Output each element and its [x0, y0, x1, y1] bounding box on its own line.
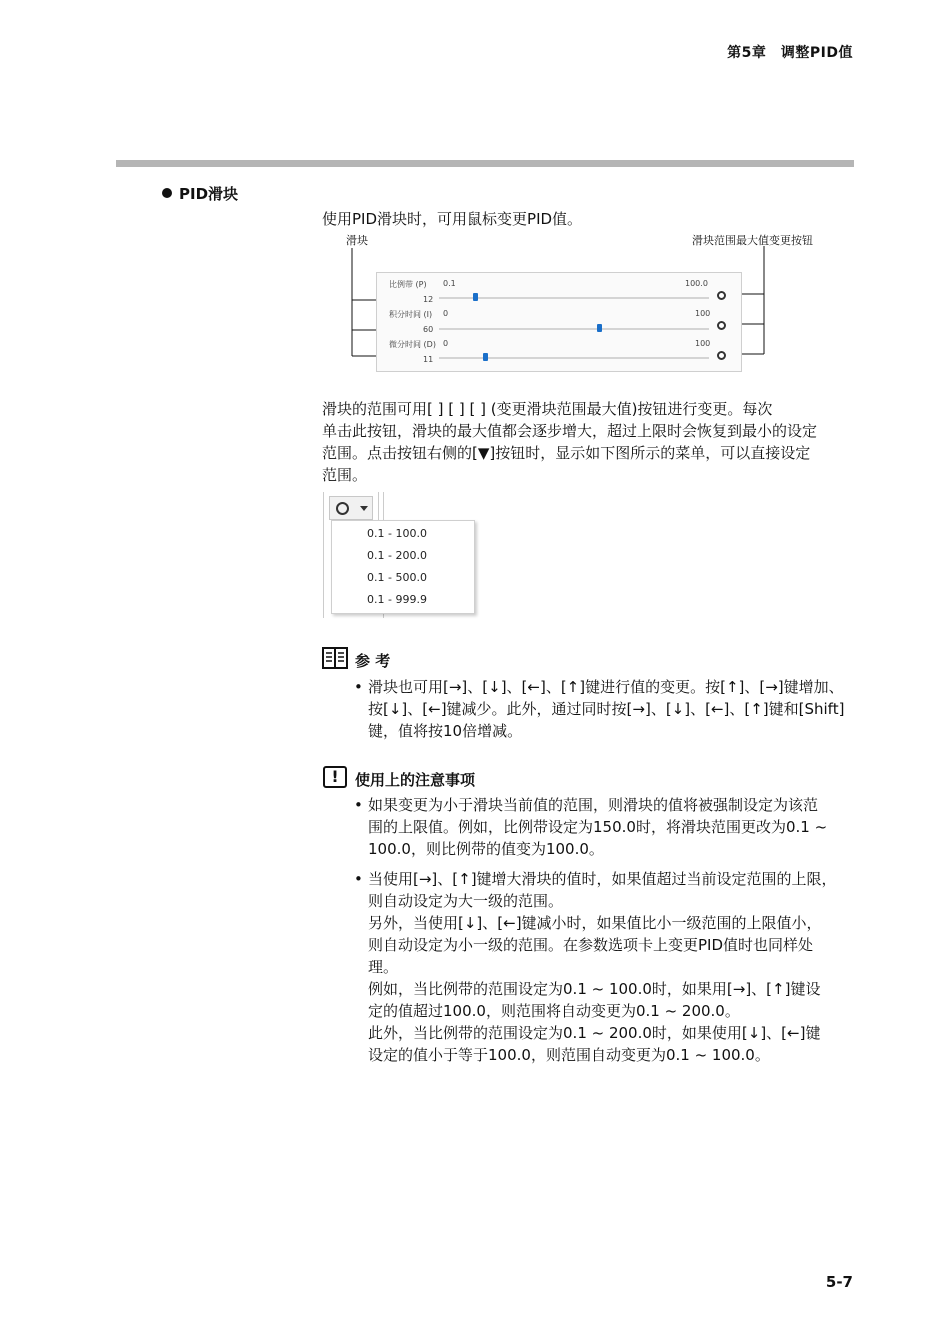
row-value-i: 60	[423, 325, 434, 334]
row-max-p: 100.0	[685, 279, 708, 288]
book-icon	[322, 647, 348, 669]
slider-thumb-i[interactable]	[597, 324, 602, 332]
row-value-p: 12	[423, 295, 434, 304]
zoom-range-button-p[interactable]	[717, 291, 726, 300]
section-title: PID滑块	[162, 183, 238, 204]
row-min-d: 0	[443, 339, 449, 348]
row-max-d: 100	[695, 339, 711, 348]
reference-title: 参 考	[355, 652, 391, 670]
chapter-header: 第5章 调整PID值	[727, 45, 853, 61]
range-option[interactable]: 0.1 - 200.0	[367, 549, 427, 562]
bullet-dot-icon	[162, 188, 172, 198]
row-label-d: 微分时间 (D)	[389, 340, 436, 349]
section-divider	[116, 160, 854, 167]
row-label-p: 比例带 (P)	[389, 280, 427, 289]
row-value-d: 11	[423, 355, 434, 364]
range-dropdown-figure	[323, 492, 483, 620]
slider-track-p[interactable]	[439, 297, 709, 299]
row-label-i: 积分时间 (I)	[389, 310, 433, 319]
row-max-i: 100	[695, 309, 711, 318]
reference-item: • 滑块也可用[→]、[↓]、[←]、[↑]键进行值的变更。按[↑]、[→]键增加、 按[↓]、[←]键减少。此外，通过同时按[→]、[↓]、[←]、[↑]键和[Shift] 键，值将按10倍增减。	[354, 678, 845, 740]
caution-item: • 当使用[→]、[↑]键增大滑块的值时，如果值超过当前设定范围的上限， 则自动设定为大一级的范围。 另外，当使用[↓]、[←]键减小时，如果值比小一级范围的上限值小， 则自动设定为小一级的范围。在参数选项卡上变更PID值时也同样处 理。 例如，当比例带的范围设定为0.1 ~ 100.0时，如果用[→]、[↑]键设 定的值超过100.0，则范围将自动变更为0.1 ~ 200.0。 此外，当比例带的范围设定为0.1 ~ 200.0时，如果使用[↓]、[←]键 设定的值小于等于100.0，则范围自动变更为0.1 ~ 100.0。	[354, 870, 837, 1064]
zoom-range-button-d[interactable]	[717, 351, 726, 360]
range-description: 滑块的范围可用[ ] [ ] [ ] (变更滑块范围最大值)按钮进行变更。每次 单击此按钮，滑块的最大值都会逐步增大，超过上限时会恢复到最小的设定 范围。点击按钮右侧的[▼]按钮时，显示如下图所示的菜单，可以直接设定 范围。	[322, 400, 818, 484]
row-min-i: 0	[443, 309, 449, 318]
zoom-icon	[336, 502, 349, 515]
warning-icon: !	[323, 766, 347, 788]
range-option[interactable]: 0.1 - 100.0	[367, 527, 427, 540]
pid-slider-figure	[322, 228, 852, 378]
zoom-range-button-i[interactable]	[717, 321, 726, 330]
row-min-p: 0.1	[443, 279, 456, 288]
slider-track-d[interactable]	[439, 357, 709, 359]
zoom-dropdown-button[interactable]	[329, 496, 373, 520]
callout-button-label: 滑块范围最大值变更按钮	[692, 234, 813, 247]
chevron-down-icon[interactable]	[360, 506, 368, 511]
caution-item: • 如果变更为小于滑块当前值的范围，则滑块的值将被强制设定为该范 围的上限值。例如，比例带设定为150.0时，将滑块范围更改为0.1 ~ 100.0，则比例带的值变为100.0。	[354, 796, 828, 858]
intro-text: 使用PID滑块时，可用鼠标变更PID值。	[322, 210, 583, 228]
page-number: 5-7	[825, 1273, 853, 1291]
caution-title: 使用上的注意事项	[355, 771, 476, 789]
slider-thumb-p[interactable]	[473, 293, 478, 301]
range-menu	[331, 520, 475, 614]
range-option[interactable]: 0.1 - 500.0	[367, 571, 427, 584]
slider-thumb-d[interactable]	[483, 353, 488, 361]
callout-slider-label: 滑块	[346, 234, 368, 247]
slider-track-i[interactable]	[439, 328, 709, 330]
range-option[interactable]: 0.1 - 999.9	[367, 593, 427, 606]
slider-panel	[376, 272, 742, 372]
